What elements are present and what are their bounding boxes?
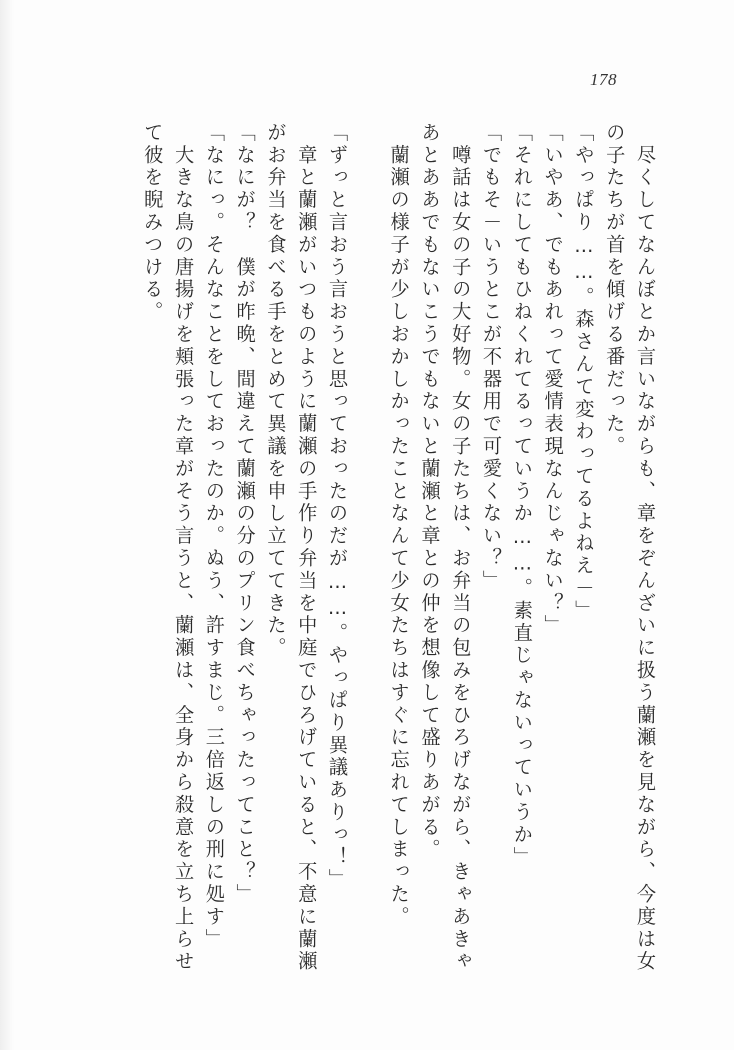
text-line-11: 章と蘭瀬がいつものように蘭瀬の手作り弁当を中庭でひろげていると、不意に蘭瀬 [295, 122, 319, 974]
text-line-12: がお弁当を食べる手をとめて異議を申し立ててきた。 [264, 122, 288, 660]
text-line-6: 「でもそ－いうとこが不器用で可愛くない？」 [480, 122, 504, 593]
page-number: 178 [590, 70, 617, 89]
text-line-4: 「いやあ、でもあれって愛情表現なんじゃない？」 [541, 122, 565, 638]
text-line-9: 蘭瀬の様子が少しおかしかったことなんて少女たちはすぐに忘れてしまった。 [387, 122, 411, 929]
scan-edge-shadow [0, 0, 14, 1050]
text-line-5: 「それにしてもひねくれてるっていうか……。素直じゃないっていうか」 [510, 122, 534, 869]
text-line-3: 「やっぱり……。森さんて変わってるよねえ－」 [572, 122, 596, 623]
text-line-2: の子たちが首を傾げる番だった。 [603, 122, 627, 458]
blank-line [352, 122, 383, 1002]
text-line-7: 噂話は女の子の大好物。女の子たちは、お弁当の包みをひろげながら、きゃあきゃ [449, 122, 473, 974]
text-line-15: 大きな鳥の唐揚げを頬張った章がそう言うと、蘭瀬は、全身から殺意を立ち上らせ [172, 122, 196, 974]
body-text [100, 122, 660, 1002]
text-line-14: 「なにっ。そんなことをしておったのか。ぬう、許すまじ。三倍返しの刑に処す」 [202, 122, 226, 951]
text-line-8: あとああでもないこうでもないと蘭瀬と章との仲を想像して盛りあがる。 [418, 122, 442, 862]
text-line-1: 尽くしてなんぼとか言いながらも、章をぞんざいに扱う蘭瀬を見ながら、今度は女 [634, 122, 657, 974]
text-line-13: 「なにが？ 僕が昨晩、間違えて蘭瀬の分のプリン食べちゃったってこと？」 [233, 122, 257, 906]
text-line-16: て彼を睨みつける。 [141, 122, 165, 324]
text-line-10: 「ずっと言おう言おうと思っておったのだが……。やっぱり異議ありっ！」 [326, 122, 350, 892]
